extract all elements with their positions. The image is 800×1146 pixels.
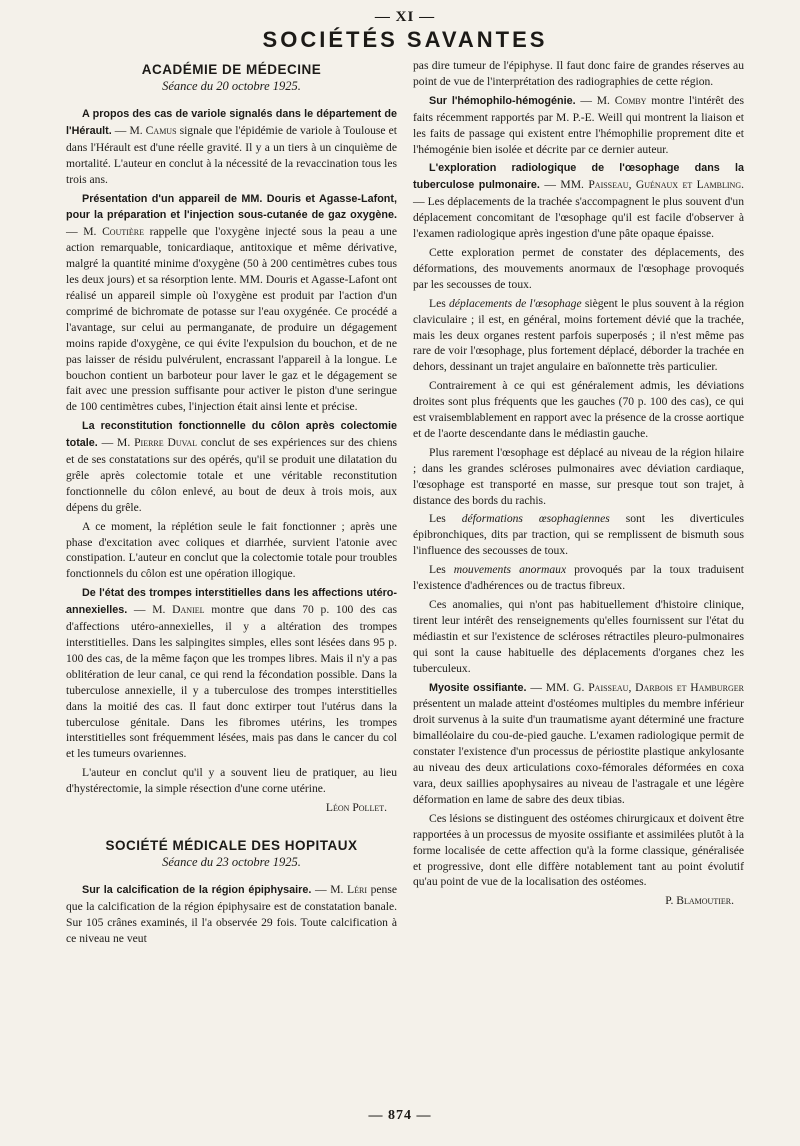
section-title-hopitaux: SOCIÉTÉ MÉDICALE DES HOPITAUX — [105, 837, 358, 853]
page-banner: SOCIÉTÉS SAVANTES — [262, 27, 548, 52]
section-date-academie: Séance du 20 octobre 1925. — [162, 79, 301, 93]
text-segment: Les — [429, 512, 446, 526]
article-paragraph: Plus rarement l'œsophage est déplacé au niveau de la région hilaire ; dans les grandes scléroses pulmonaires avec déviation cardiaque, l'œsophage est transporté en masse, sur presque tout son trajet, à distance des bords du rachis. — [413, 445, 744, 507]
text-segment: siègent le plus souvent à la région claviculaire ; il est, en général, moins fortement dévié que la trachée, mais les deux organes restent parfois superposés ; il n'est même pas rare de voir l'œsophage, plus fortement déplacé, déborder la trachée en dehors, dessinant un trajet angulaire en baïonnette très particulier. — [413, 296, 744, 374]
article-author: MM. G. Paisseau, Darbois et Hamburger — [545, 680, 745, 694]
emphasis: mouvements anormaux — [453, 563, 567, 577]
text-segment: provoqués par la toux traduisent l'existence d'adhérences ou de tractus fibreux. — [413, 563, 744, 593]
article-text: rappelle que l'oxygène injecté sous la peau a une action remarquable, tonicardiaque, antitoxique et même dérivative, malgré la quantité minime d'oxygène (50 à 200 centimètres cubes tous les deux jours) et sa résorption lente. MM. Douris et Agasse-Lafont ont réalisé un appareil simple où l'oxygène est produit par l'action d'un comprimé de bichromate de potasse sur l'eau oxygénée. Ce procédé a l'avantage, sur celui au permanganate, de produire un dégagement moins rapide d'oxygène, ce qui évite l'expulsion du bouchon, et de ne pas laisser de résidu pulvérulent, encrassant l'appareil à la longue. Le bouchon contient un barboteur pour laver le gaz et le dégagement se fait avec une pression suffisante pour activer le piston d'une seringue de 100 centimètres cubes, l'injection était ainsi lente et précise. — [66, 225, 398, 414]
section-date-hopitaux: Séance du 23 octobre 1925. — [162, 854, 301, 869]
article-trompes: De l'état des trompes interstitielles dans les affections utéro-annexielles. — M. Daniel montre que dans 70 p. 100 des cas d'affections utéro-annexielles, il y a altération des trompes interstitielles. Dans les salpingites simples, elles sont lésées dans 95 p. 100 des cas, de la même façon que les trompes libres. Mais il n'y a pas oblitération de leur canal, ce qui rend la fécondation possible. Dans la tuberculose annexielle, il y a tuberculose des trompes interstitielles dans la moitié des cas. Il faut donc extirper tout l'utérus dans la tuberculose génitale. Dans les fibromes utérins, les trompes interstitielles sont fréquemment lésées, mais pas dans le cancer du col et les tumeurs ovariennes. — [66, 587, 397, 761]
article-text: Les déplacements de la trachée s'accompagnent le plus souvent d'un déplacement concomitant de l'œsophage qu'il est facile d'observer à l'examen radiologique après ingestion d'une pâte opaque épaisse. — [413, 195, 744, 241]
signature-pollet: Léon Pollet. — [325, 801, 387, 815]
article-paragraph: Ces anomalies, qui n'ont pas habituellement d'histoire clinique, tirent leur intérêt des renseignements qu'elles fournissent sur l'état du médiastin et sur l'existence de scléroses rétractiles pleuro-pulmonaires qui sont la cause habituelle des déplacements d'organes chez les tuberculeux. — [413, 598, 744, 675]
section-title-academie: ACADÉMIE DE MÉDECINE — [141, 62, 322, 77]
article-paragraph — [413, 511, 744, 559]
article-author: M. Coutière — [83, 225, 145, 239]
text-segment: sont les diverticules épibronchiques, dits par traction, qui se remplissent de bismuth sous l'influence des secousses de toux. — [413, 512, 745, 558]
left-column — [66, 58, 397, 950]
emphasis: déformations œsophagiennes — [461, 512, 610, 526]
article-paragraph: A ce moment, la réplétion seule le fait fonctionner ; après une phase d'excitation avec coliques et diarrhée, survient l'atonie avec constipation. L'auteur en conclut que la colectomie totale pour troubles fonctionnels du côlon est une opération illogique. — [66, 519, 397, 581]
article-myosite: Myosite ossifiante. — MM. G. Paisseau, Darbois et Hamburger présentent un malade atteint d'ostéomes multiples du membre inférieur droit survenus à la suite d'un traumatisme ayant déterminé une fracture bimalléolaire du cou-de-pied gauche. L'examen radiologique permit de constater l'existence d'un processus de périostite plastique ankylosante au niveau des deux articulations coxo-fémorales déformées en coxa vara, deux saillies apophysaires au niveau de l'astragale et une légère déformation en lame de sabre des deux tibias. — [413, 680, 745, 806]
article-heading: La reconstitution fonctionnelle du côlon après colectomie totale. — [66, 420, 397, 450]
text-segment: Les — [429, 563, 446, 577]
article-heading: De l'état des trompes interstitielles dans les affections utéro-annexielles. — [66, 587, 397, 617]
article-text: montre l'intérêt des faits récemment rapportés par M. P.-E. Weill qui montrent la liaison et les faits de passage qui existent entre l'hémophilie proprement dite et l'hémogénie bien isolée et décrite par ce dernier auteur. — [413, 93, 745, 156]
article-author: M. Pierre Duval — [117, 436, 198, 450]
article-hemophilie: Sur l'hémophilo-hémogénie. — M. Comby montre l'intérêt des faits récemment rapportés par M. P.-E. Weill qui montrent la liaison et les faits de passage qui existent entre l'hémophilie proprement dite et l'hémogénie bien isolée et décrite par ce dernier auteur. — [413, 93, 745, 156]
article-colon: La reconstitution fonctionnelle du côlon après colectomie totale. — M. Pierre Duval conclut de ses expériences sur des chiens et de ses constatations sur des opérés, qu'il se produit une dilatation du grêle après colectomie totale et une véritable reconstitution fonctionnelle du côlon enlevé, au bout de deux à trois mois, aux dépens du grêle. — [66, 420, 397, 514]
article-paragraph: Cette exploration permet de constater des déplacements, des déformations, des mouvements anormaux de l'œsophage provoqués par les secousses de toux. — [413, 245, 744, 291]
article-author: M. Camus — [129, 123, 177, 137]
article-paragraph — [413, 562, 744, 594]
article-paragraph: L'auteur en conclut qu'il y a souvent lieu de pratiquer, au lieu d'hystérectomie, la simple résection d'une corne utérine. — [66, 766, 397, 796]
article-heading: A propos des cas de variole signalés dans le département de l'Hérault. — [66, 108, 397, 137]
folio: — XI — — [374, 9, 436, 25]
article-paragraph — [413, 296, 744, 376]
article-continuation: pas dire tumeur de l'épiphyse. Il faut donc faire de grandes réserves au point de vue de l'interprétation des radiographies de cette région. — [413, 59, 744, 88]
article-oxygene: Présentation d'un appareil de MM. Douris et Agasse-Lafont, pour la préparation et l'injection sous-cutanée de gaz oxygène. — M. Coutière rappelle que l'oxygène injecté sous la peau a une action remarquable, tonicardiaque, antitoxique et même dérivative, malgré la quantité minime d'oxygène (50 à 200 centimètres cubes tous les deux jours) et sa résorption lente. MM. Douris et Agasse-Lafont ont réalisé un appareil simple où l'oxygène est produit par l'action d'un comprimé de bichromate de potasse sur l'eau oxygénée. Ce procédé a l'avantage, sur celui au permanganate, de produire un dégagement moins rapide d'oxygène, ce qui évite l'expulsion du bouchon, et de ne pas laisser de résidu pulvérulent, encrassant l'appareil à la longue. Le bouchon contient un barboteur pour laver le gaz et le dégagement se fait avec une pression suffisante pour activer le piston d'une seringue de 100 centimètres cubes, l'injection était ainsi lente et précise. — [66, 192, 398, 414]
article-heading: L'exploration radiologique de l'œsophage dans la tuberculose pulmonaire. — [413, 162, 744, 192]
page-number: — 874 — — [368, 1108, 432, 1123]
article-text: signale que l'épidémie de variole à Toulouse et dans l'Hérault est d'une réelle gravité. Il y a un tiers à un cinquième de mortalité. L'auteur en conclut à la nécessité de la revaccination tous les trois ans. — [66, 123, 397, 186]
article-variole: A propos des cas de variole signalés dans le département de l'Hérault. — M. Camus signale que l'épidémie de variole à Toulouse et dans l'Hérault est d'une réelle gravité. Il y a un tiers à un cinquième de mortalité. L'auteur en conclut à la nécessité de la revaccination tous les trois ans. — [66, 108, 397, 186]
article-heading: Sur l'hémophilo-hémogénie. — [429, 94, 576, 107]
article-paragraph: Contrairement à ce qui est généralement admis, les déviations droites sont plus fréquents que les gauches (70 p. 100 des cas), ce qui est vraisemblablement en rapport avec la présence de la crosse aortique et de l'aorte descendante dans le médiastin gauche. — [413, 379, 744, 440]
article-author: MM. Paisseau, Guénaux et Lambling — [560, 178, 742, 192]
signature-blamoutier: P. Blamoutier. — [665, 894, 734, 908]
article-calcification: Sur la calcification de la région épiphysaire. — M. Léri pense que la calcification de la région épiphysaire est de constatation banale. Sur 105 crânes examinés, il l'a observée 29 fois. Toute calcification à ce niveau ne veut — [66, 882, 398, 945]
article-heading: Sur la calcification de la région épiphysaire. — [82, 883, 312, 896]
text-segment: Les — [429, 296, 446, 310]
article-oesophage: L'exploration radiologique de l'œsophage dans la tuberculose pulmonaire. — MM. Paisseau, Guénaux et Lambling. — Les déplacements de la trachée s'accompagnent le plus souvent d'un déplacement concomitant de l'œsophage qu'il est facile d'observer à l'examen radiologique après ingestion d'une pâte opaque épaisse. — [413, 162, 745, 241]
article-text: présentent un malade atteint d'ostéomes multiples du membre inférieur droit survenus à la suite d'un traumatisme ayant déterminé une fracture bimalléolaire du cou-de-pied gauche. L'examen radiologique permit de constater l'existence d'un processus de périostite plastique ankylosante au niveau des deux articulations coxo-fémorales déformées en coxa vara, deux saillies apophysaires au niveau de l'astragale et une légère déformation en lame de sabre des deux tibias. — [413, 697, 744, 806]
article-author: M. Léri — [330, 882, 367, 896]
article-text: conclut de ses expériences sur des chiens et de ses constatations sur des opérés, qu'il se produit une dilatation du grêle après colectomie totale et une véritable reconstitution fonctionnelle du côlon enlevé, au bout de deux à trois mois, aux dépens du grêle. — [66, 436, 397, 514]
article-text: montre que dans 70 p. 100 des cas d'affections utéro-annexielles, il y a altération des trompes interstitielles. Dans les salpingites simples, elles sont lésées dans 95 p. 100 des cas, de la même façon que les trompes libres. Mais il n'y a pas oblitération de leur canal, ce qui rend la fécondation possible. Dans la tuberculose annexielle, il y a tuberculose des trompes interstitielles dans la moitié des cas. Il faut donc extirper tout l'utérus dans la tuberculose génitale. Dans les fibromes utérins, les trompes interstitielles sont fréquemment lésées, mais pas dans le cancer du col et les tumeurs ovariennes. — [66, 603, 397, 761]
article-heading: Myosite ossifiante. — [429, 681, 527, 694]
right-column — [413, 58, 744, 950]
emphasis: déplacements de l'œsophage — [449, 296, 582, 310]
columns — [66, 58, 744, 950]
article-paragraph: Ces lésions se distinguent des ostéomes chirurgicaux et doivent être rapportées à un processus de myosite ossifiante et assimilées plutôt à la forme localisée de cette affection qu'à la forme classique, généralisée et progressive, dont elle diffère notablement tant au point évolutif qu'au point de vue de la localisation des ostéomes. — [413, 811, 744, 889]
article-author: M. Comby — [596, 93, 647, 107]
article-author: M. Daniel — [152, 603, 205, 617]
article-text: pense que la calcification de la région épiphysaire est de constatation banale. Sur 105 crânes examinés, il l'a observée 29 fois. Toute calcification à ce niveau ne veut — [66, 882, 398, 945]
article-heading: Présentation d'un appareil de MM. Douris et Agasse-Lafont, pour la préparation et l'injection sous-cutanée de gaz oxygène. — [66, 192, 397, 222]
